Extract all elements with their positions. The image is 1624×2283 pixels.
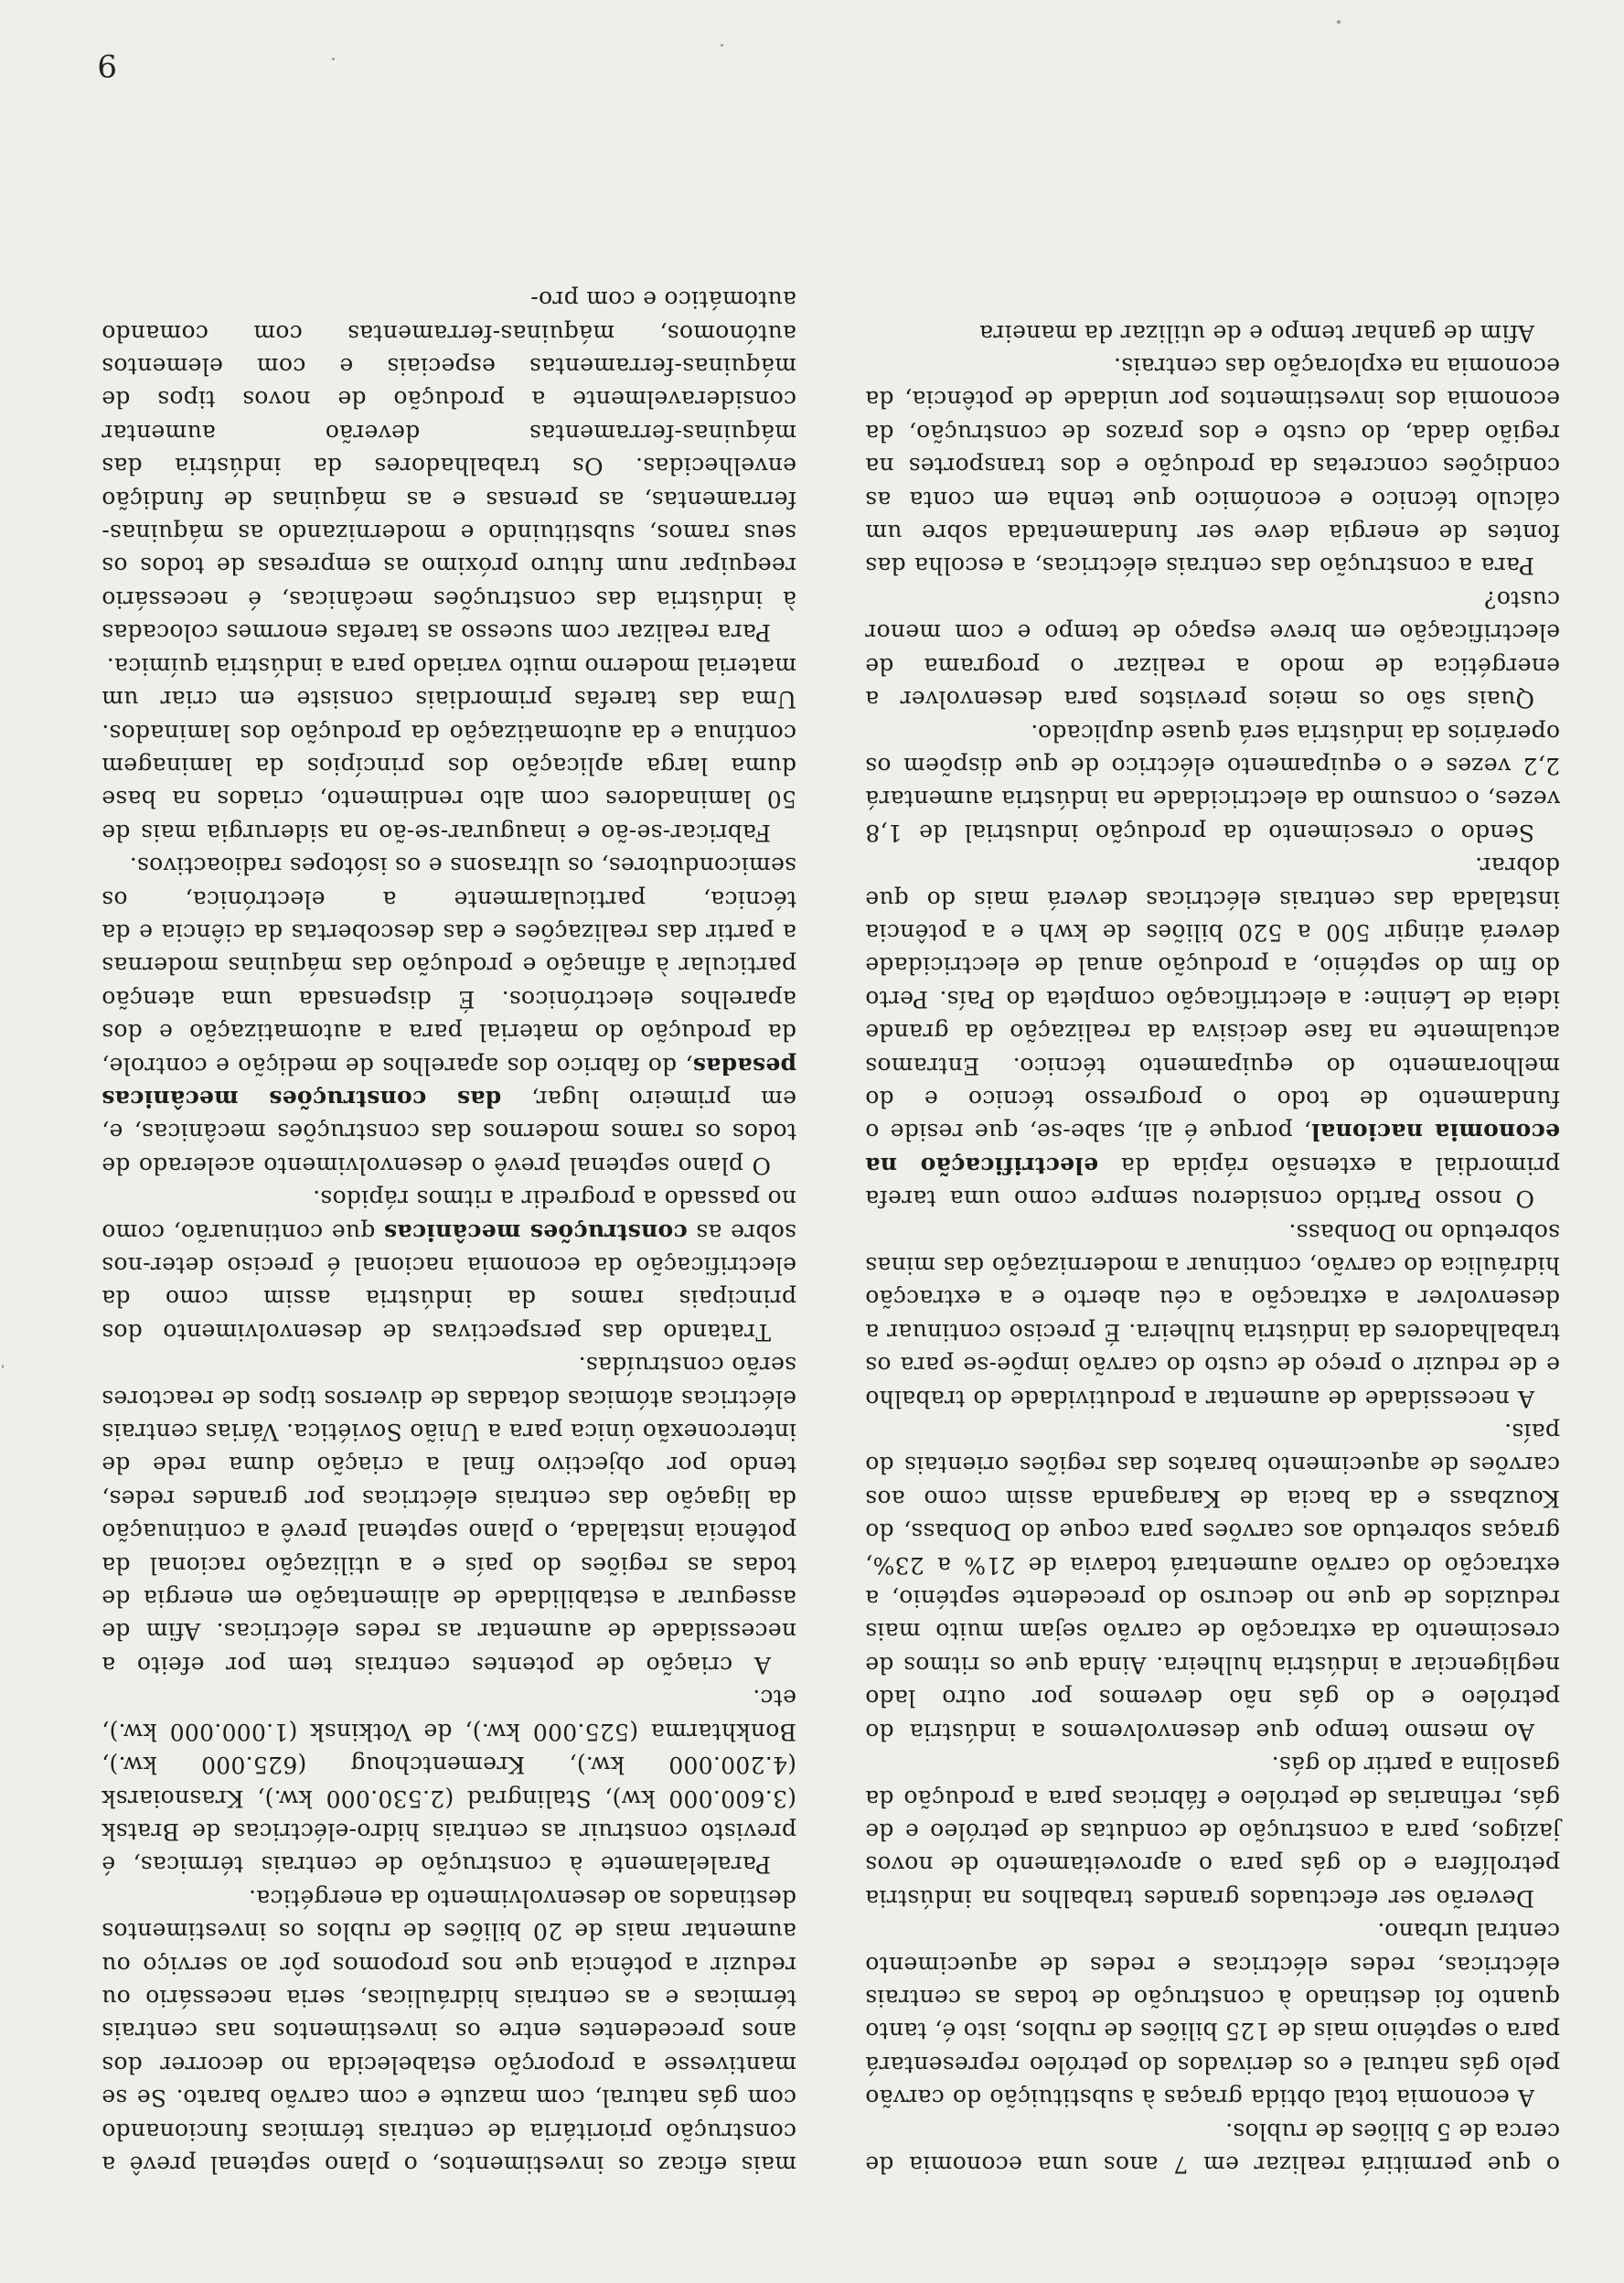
- paragraph: Ao mesmo tempo que desenvolvemos a indústria do petróleo e do gás não devemos por outro lado negligenciar a indústria hulheira. Ainda que os ritmos de crescimento da extracção de carvão sejam muito mais reduzidos de que no decurso do precedente septénio, a extracção do carvão aumentará todavia de 21% a 23%, graças sobretudo aos carvões para coque do Donbass, do Kouzbass e da bacia de Karaganda assim como aos carvões de aquecimento baratos das regiões orientais do país.: [865, 1419, 1560, 1745]
- paragraph: O plano septenal prevê o desenvolvimento acelerado de todos os ramos modernos das construções mecânicas, e, em primeiro lugar, das construções mecânicas pesadas, do fabrico dos aparelhos de medição e controle, da produção do material para a automatização e dos aparelhos electrónicos. É dispensada uma atenção particular à afinação e produção das máquinas modernas a partir das realizações e das descobertas da ciência e da técnica, particularmente a electrónica, os semicondutores, os ultrasons e os isótopes radioactivos.: [102, 852, 796, 1179]
- paragraph: Para a construção das centrais eléctricas, a escolha das fontes de energia deve ser fundamentada sobre um cálculo técnico e económico que tenha em conta as condições concretas da produção e dos transportes na região dada, do custo e dos prazos de construção, da economia dos investimentos por unidade de potência, da economia na exploração das centrais.: [865, 353, 1560, 580]
- paragraph: Deverão ser efectuados grandes trabalhos na indústria petrolífera e do gás para o aproveitamento de novos jazigos, para a construção de condutas de petróleo e de gás, refinarias de petróleo e fábricas para a produção da gasolina a partir do gás.: [865, 1752, 1560, 1912]
- paragraph: A necessidade de aumentar a produtividade do trabalho e de reduzir o preço de custo do carvão impõe-se para os trabalhadores da indústria hulheira. É preciso continuar a desenvolver a extracção a céu aberto e a extracção hidráulica do carvão, continuar a modernização das minas sobretudo no Donbass.: [865, 1218, 1560, 1412]
- paragraph: Paralelamente à construção de centrais térmicas, é previsto construir as centrais hidro-eléctricas de Bratsk (3.600.000 kw), Stalingrad (2.530.000 kw.), Krasnoiarsk (4.200.000 kw.), Krementchoug (625.000 kw.), Bonkhtarma (525.000 kw.), de Votkinsk (1.000.000 kw.), etc.: [102, 1685, 796, 1879]
- paragraph: O nosso Partido considerou sempre como uma tarefa primordial a extensão rápida da electrificação na economia nacional, porque é ali, sabe-se, que reside o fundamento de todo o progresso técnico e do melhoramento do equipamento técnico. Entramos actualmente na fase decisiva da realização da grande ideia de Lénine: a electrificação completa do País. Perto do fim do septénio, a produção anual de electricidade deverá atingir 500 a 520 biliões de kwh e a potência instalada das centrais eléctricas deverá mais do que dobrar.: [864, 852, 1560, 1213]
- paragraph: o que permitirá realizar em 7 anos uma economia de cerca de 5 biliões de rublos.: [865, 2117, 1560, 2178]
- scan-speck: [2, 1365, 4, 1368]
- paragraph: Tratando das perspectivas de desenvolvimento dos principais ramos da indústria assim como da electrificação da economia nacional é preciso deter-nos sobre as construções mecânicas que continuarão, como no passado a progredir a ritmos rápidos.: [102, 1185, 796, 1345]
- emphasis: electrificação na economia nacional: [865, 1119, 1560, 1179]
- emphasis: construções mecânicas: [383, 1218, 688, 1246]
- right-column: [102, 283, 796, 2181]
- paragraph: Sendo o crescimento da produção industrial de 1,8 vezes, o consumo da electricidade na indústria aumentará 2,2 vezes e o equipamento eléctrico de que dispõem os operários da indústria será quase duplicado.: [865, 719, 1560, 846]
- scan-speck: [332, 58, 335, 60]
- paragraph: Afim de ganhar tempo e de utilizar da maneira: [978, 319, 1534, 347]
- page-number: 9: [97, 47, 117, 83]
- scan-speck: [721, 44, 723, 47]
- paragraph: A criação de potentes centrais tem por efeito a necessidade de aumentar as redes eléctricas. Afim de assegurar a estabilidade de alimentação em energia de todas as regiões do país e a utilização racional da potência instalada, o plano septenal prevê a continuação da ligação das centrais eléctricas por grandes redes, tendo por objectivo final a criação duma rede de interconexão única para a União Soviética. Várias centrais eléctricas atómicas dotadas de diversos tipos de reactores serão construídas.: [102, 1352, 796, 1678]
- paragraph: Para realizar com sucesso as tarefas enormes colocadas à indústria das construções mecânicas, é necessário reequipar num futuro próximo as empresas de todos os seus ramos, substituindo e modernizando as máquinas-ferramentas, as prensas e as máquinas de fundição envelhecidas. Os trabalhadores da indústria das máquinas-ferramentas deverão aumentar consideravelmente a produção de novos tipos de máquinas-ferramentas especiais e com elementos autónomos, máquinas-ferramentas com comando automático e com pro-: [102, 286, 796, 647]
- paragraph: mais eficaz os investimentos, o plano septenal prevê a construção prioritária de centrais térmicas funcionando com gás natural, com mazute e com carvão barato. Se se mantivesse a proporção estabelecida no decorrer dos anos precedentes entre os investimentos nas centrais térmicas e as centrais hidráulicas, seria necessário ou reduzir a potência que nos propomos pôr ao serviço ou aumentar mais de 20 biliões de rublos os investimentos destinados ao desenvolvimento da energética.: [102, 1884, 796, 2178]
- paragraph: A economia total obtida graças à substituição do carvão pelo gás natural e os derivados do petróleo representará para o septénio mais de 125 biliões de rublos, isto é, tanto quanto foi destinado à construção de todas as centrais eléctricas, redes eléctricas e redes de aquecimento central urbano.: [865, 1918, 1560, 2112]
- left-column: [865, 316, 1560, 2181]
- paragraph: Fabricar-se-ão e inaugurar-se-ão na siderurgia mais de 50 laminadores com alto rendimento, criados na base duma larga aplicação dos princípios da laminagem contínua e da automatização da produção dos laminados. Uma das tarefas primordiais consiste em criar um material moderno muito variado para a indústria química.: [102, 652, 796, 846]
- scan-speck: [1337, 20, 1341, 24]
- paragraph: Quais são os meios previstos para desenvolver a energética de modo a realizar o programa de electrificação em breve espaço de tempo e com menor custo?: [865, 585, 1560, 713]
- emphasis: das construções mecânicas pesadas: [102, 1052, 796, 1112]
